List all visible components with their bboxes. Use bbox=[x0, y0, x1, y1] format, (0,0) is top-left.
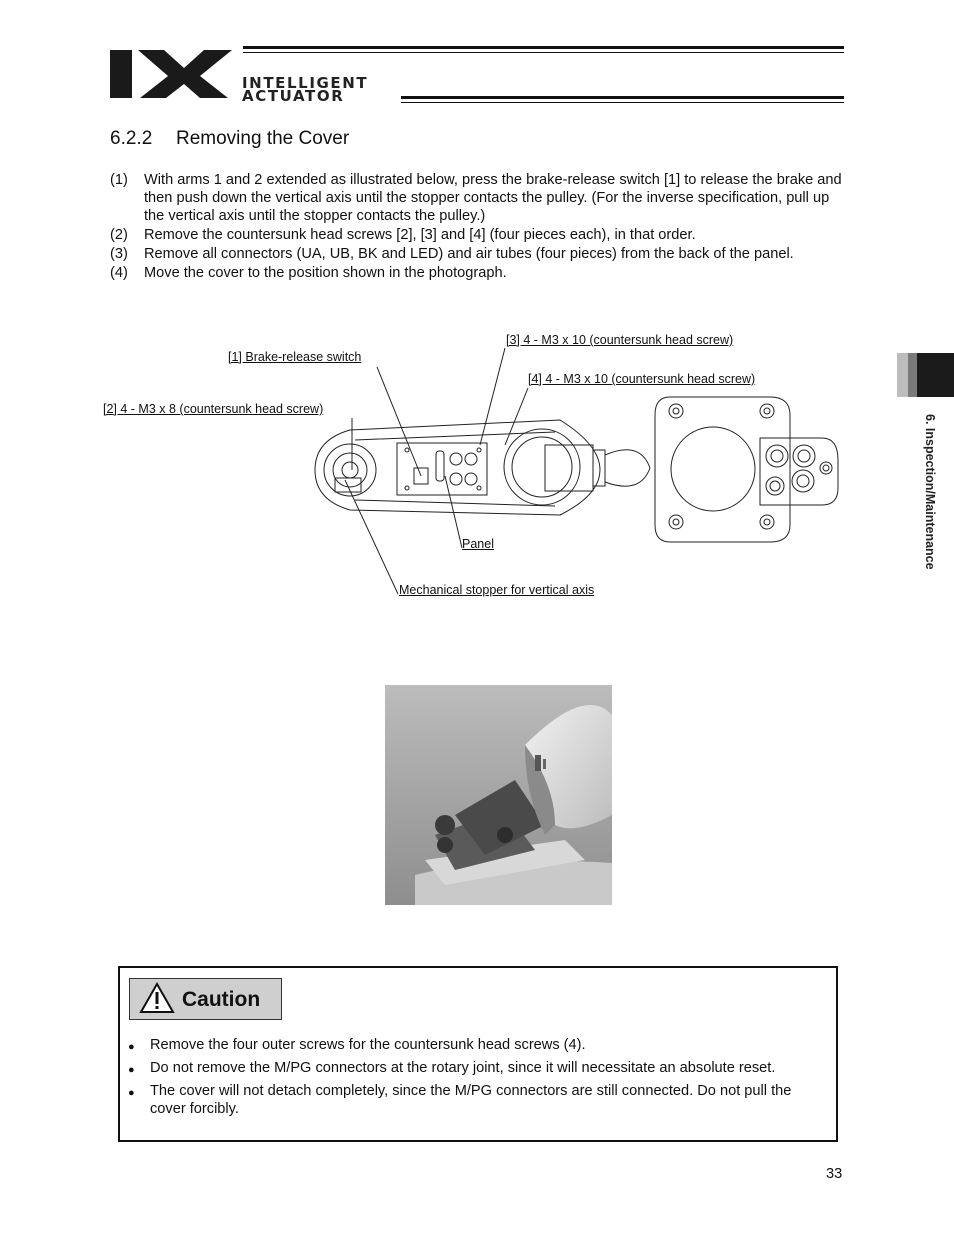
caution-item: ● Do not remove the M/PG connectors at the rotary joint, since it will necessitate an absolute reset. bbox=[128, 1059, 828, 1079]
step-item: (3) Remove all connectors (UA, UB, BK and LED) and air tubes (four pieces) from the back of the panel. bbox=[110, 246, 794, 262]
callout-screw-3: [3] 4 - M3 x 10 (countersunk head screw) bbox=[506, 333, 734, 347]
step-item: (2) Remove the countersunk head screws [2], [3] and [4] (four pieces each), in that order. bbox=[110, 227, 696, 243]
logo-text-actuator: ACTUATOR bbox=[242, 87, 345, 105]
warning-triangle-icon bbox=[139, 982, 175, 1014]
section-number: 6.2.2 bbox=[110, 128, 153, 149]
bullet-icon: ● bbox=[128, 1064, 135, 1076]
bullet-icon: ● bbox=[128, 1041, 135, 1053]
callout-panel: Panel bbox=[462, 537, 494, 551]
side-tab-mid bbox=[908, 353, 917, 397]
caution-item: ● Remove the four outer screws for the countersunk head screws (4). bbox=[128, 1036, 828, 1056]
side-tab-dark bbox=[917, 353, 954, 397]
section-title-text: Removing the Cover bbox=[176, 128, 350, 149]
callout-brake-release-switch: [1] Brake-release switch bbox=[228, 350, 362, 364]
callout-mechanical-stopper: Mechanical stopper for vertical axis bbox=[399, 583, 595, 597]
caution-title: Caution bbox=[182, 988, 261, 1011]
callout-screw-2: [2] 4 - M3 x 8 (countersunk head screw) bbox=[103, 402, 324, 416]
logo-text-intelligent: INTELLIGENT bbox=[242, 74, 369, 92]
page-number: 33 bbox=[826, 1166, 843, 1182]
callout-screw-4: [4] 4 - M3 x 10 (countersunk head screw) bbox=[528, 372, 756, 386]
bullet-icon: ● bbox=[128, 1087, 135, 1099]
step-item: (1) With arms 1 and 2 extended as illustrated below, press the brake-release switch [1] to release the brake and then push down the vertical axis until the stopper contacts the pulley. (For the inverse specification, pull up the vertical axis until the stopper contacts the pulley.) bbox=[110, 172, 842, 224]
step-item: (4) Move the cover to the position shown in the photograph. bbox=[110, 265, 507, 281]
caution-list bbox=[128, 1036, 828, 1121]
caution-item: ● The cover will not detach completely, since the M/PG connectors are still connected. Do not pull the cover forcibly. bbox=[128, 1083, 792, 1117]
side-tab-label: 6. Inspection/Maintenance bbox=[923, 414, 937, 570]
side-tab-light bbox=[897, 353, 908, 397]
cover-photo bbox=[385, 685, 612, 905]
